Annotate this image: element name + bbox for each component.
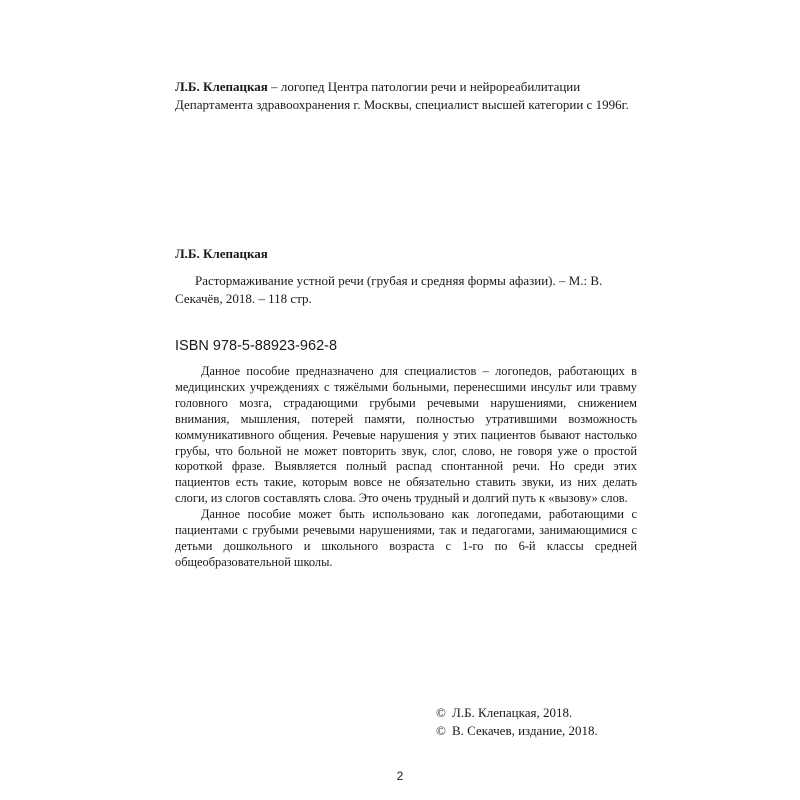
abstract-paragraph-1: Данное пособие предназначено для специалистов – логопедов, работающих в медицинских учреждениях с тяжёлыми больными, перенесшими инсульт или травму головного мозга, страдающими грубыми речевыми нарушениями, снижением внимания, мышления, потерей памяти, полностью утратившими возможность коммуникативного общения. Речевые нарушения у этих пациентов бывают настолько грубы, что больной не может повторить звук, слог, слово, не говоря уже о простой короткой фразе. Выявляется полный распад спонтанной речи. Но среди этих пациентов есть такие, которым вовсе не обязательно ставить звуки, из них делать слоги, из слогов составлять слова. Это очень трудный и долгий путь к «вызову» слов. <box>175 364 637 506</box>
copyright-symbol: © <box>436 723 446 738</box>
copyright-author-text: Л.Б. Клепацкая, 2018. <box>452 705 573 720</box>
author-bio-text: – логопед Центра патологии речи и нейрореабилитации Департамента здравоохранения г. Москвы, специалист высшей категории с 1996г. <box>175 79 629 112</box>
copyright-author <box>436 704 572 722</box>
isbn: ISBN 978-5-88923-962-8 <box>175 338 338 354</box>
bibliography-entry: Растормаживание устной речи (грубая и средняя формы афазии). – М.: В. Секачёв, 2018. – 118 стр. <box>175 273 603 306</box>
page-number: 2 <box>396 769 404 783</box>
abstract-paragraph-2: Данное пособие может быть использовано как логопедами, работающими с пациентами с грубыми речевыми нарушениями, так и педагогами, занимающимися с детьми дошкольного и школьного возраста с 1-го по 6-й классы средней общеобразовательной школы. <box>175 507 637 569</box>
copyright-publisher-text: В. Секачев, издание, 2018. <box>452 723 598 738</box>
copyright-publisher <box>436 722 598 740</box>
copyright-symbol: © <box>436 705 446 720</box>
author-bio-name: Л.Б. Клепацкая <box>175 79 268 94</box>
bibliography-author: Л.Б. Клепацкая <box>175 246 268 261</box>
author-bio <box>175 78 635 114</box>
abstract <box>175 364 637 571</box>
